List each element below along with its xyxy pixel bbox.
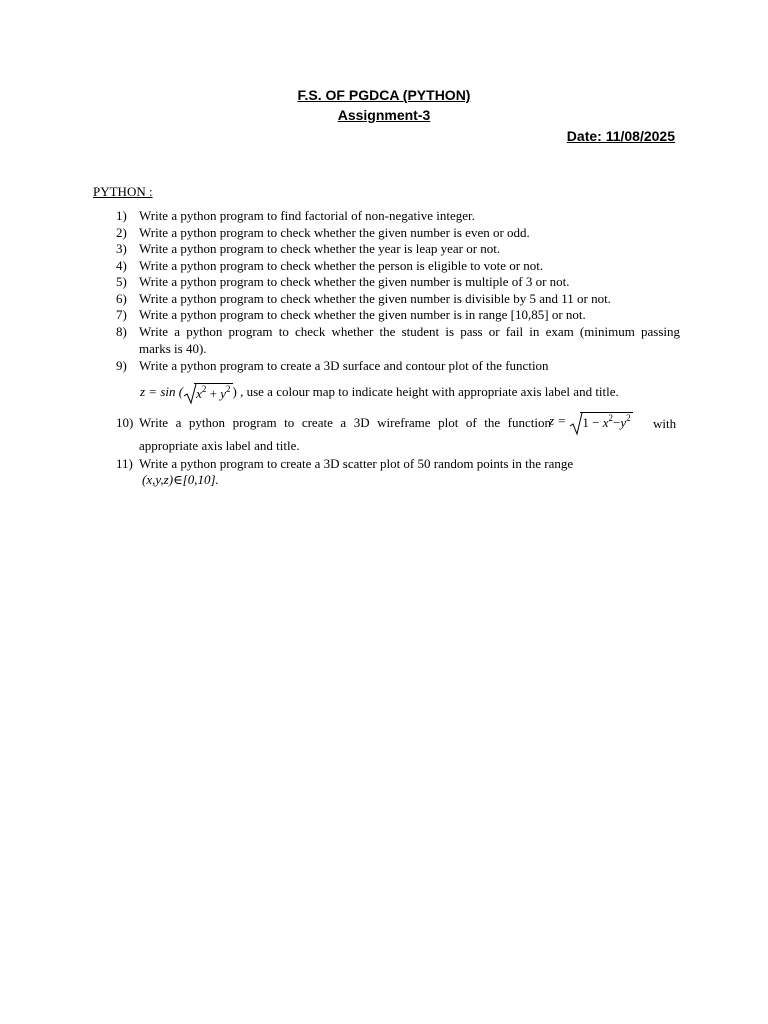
question-text: Write a python program to check whether the given number is even or odd. bbox=[139, 225, 530, 240]
question-item bbox=[116, 456, 680, 490]
question-number: 2) bbox=[116, 225, 127, 240]
question-text: Write a python program to check whether the year is leap year or not. bbox=[139, 241, 501, 256]
section-heading: PYTHON : bbox=[93, 184, 153, 199]
question-number: 6) bbox=[116, 291, 127, 306]
question-text: Write a python program to create a 3D wireframe plot of the function bbox=[139, 415, 551, 430]
radicand-one: 1 − bbox=[582, 415, 603, 431]
question-text-after-formula: , use a colour map to indicate height with appropriate axis label and title. bbox=[236, 384, 619, 399]
exponent: 2 bbox=[626, 412, 631, 423]
question-number: 8) bbox=[116, 324, 127, 339]
question-number: 1) bbox=[116, 208, 127, 223]
range-expression: (x,y,z)∈[0,10]. bbox=[142, 472, 219, 487]
question-number: 10) bbox=[116, 415, 134, 430]
radicand-variable-x: x bbox=[602, 415, 609, 431]
question-text: Write a python program to find factorial of non-negative integer. bbox=[139, 208, 475, 223]
assignment-date: Date: 11/08/2025 bbox=[566, 128, 675, 144]
question-text: Write a python program to check whether the person is eligible to vote or not. bbox=[139, 258, 544, 273]
minus-sign: − bbox=[612, 415, 621, 431]
question-number: 7) bbox=[116, 307, 127, 322]
question-number: 11) bbox=[116, 456, 133, 471]
radicand-variable-x: x bbox=[196, 386, 202, 402]
plus-sign: + bbox=[206, 386, 221, 402]
question-text: Write a python program to create a 3D scatter plot of 50 random points in the range bbox=[139, 456, 574, 471]
question-text: Write a python program to check whether the student is pass or fail in exam (minimum passing bbox=[139, 324, 680, 339]
question-text-after-formula: with bbox=[653, 416, 677, 431]
square-root-symbol bbox=[569, 412, 632, 432]
question-text: Write a python program to check whether the given number is divisible by 5 and 11 or not. bbox=[139, 291, 611, 306]
formula-line bbox=[549, 412, 633, 432]
question-number: 5) bbox=[116, 274, 127, 289]
formula-line bbox=[140, 383, 619, 403]
question-text-continued: marks is 40). bbox=[139, 341, 207, 356]
document-title: F.S. OF PGDCA (PYTHON) bbox=[297, 87, 471, 103]
question-number: 9) bbox=[116, 358, 127, 373]
question-text: Write a python program to create a 3D surface and contour plot of the function bbox=[139, 358, 549, 373]
radicand-variable-y: y bbox=[620, 415, 627, 431]
question-text: Write a python program to check whether the given number is multiple of 3 or not. bbox=[139, 274, 570, 289]
question-text: Write a python program to check whether the given number is in range [10,85] or not. bbox=[139, 307, 586, 322]
question-number: 4) bbox=[116, 258, 127, 273]
square-root-symbol bbox=[183, 383, 232, 403]
question-item bbox=[116, 324, 680, 358]
radicand-variable-y: y bbox=[220, 386, 226, 402]
exponent: 2 bbox=[608, 412, 613, 423]
formula-suffix: ) bbox=[232, 384, 237, 399]
exponent: 2 bbox=[226, 383, 231, 394]
formula-prefix: z = sin ( bbox=[140, 384, 184, 399]
question-text-continued: appropriate axis label and title. bbox=[139, 438, 300, 453]
exponent: 2 bbox=[201, 383, 207, 394]
assignment-title: Assignment-3 bbox=[337, 107, 431, 123]
formula-prefix: z = bbox=[549, 413, 567, 428]
question-number: 3) bbox=[116, 241, 127, 256]
